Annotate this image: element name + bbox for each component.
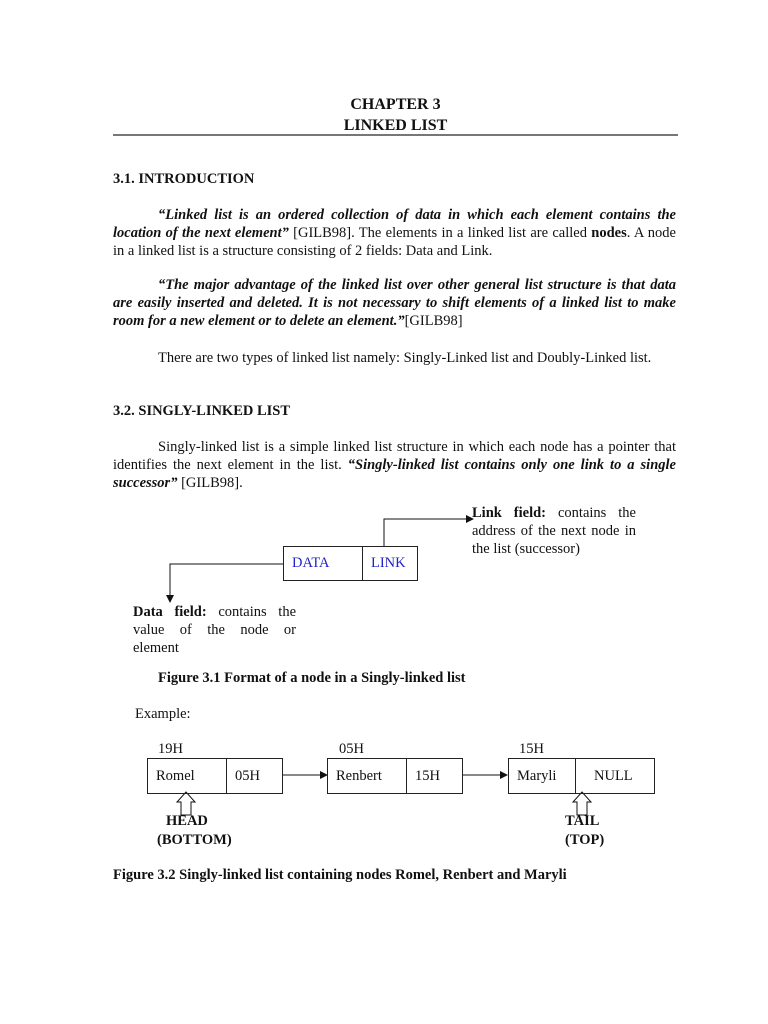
data-field-description [133,603,296,657]
nodes-term: nodes [591,225,627,241]
data-field-desc: contains the value of the node or element [133,604,296,656]
section-heading-singly-linked: 3.2. SINGLY-LINKED LIST [113,403,291,419]
advantage-quote: “The major advantage of the linked list over other general list structure is that data are easily inserted and deleted. It is not necessary to shift elements of a linked list to make room for a new element or to delete an element.” [113,277,676,329]
singly-quote: “Singly-linked list contains only one link to a single successor” [113,457,676,491]
data-field-term: Data field: [133,604,207,620]
chapter-title: LINKED LIST [343,117,448,134]
node-data: Maryli [509,759,576,793]
data-cell: DATA [284,547,363,580]
list-node-maryli [508,758,655,794]
link-field-term: Link field: [472,505,547,521]
chapter-number: CHAPTER 3 [350,96,441,113]
tail-label: TAIL [565,813,600,829]
node-address: 15H [519,741,544,757]
node-link: 15H [415,767,440,784]
node-data: Romel [148,759,227,793]
node-format-box [283,546,418,581]
node-address: 05H [339,741,364,757]
intro-text: [GILB98]. The elements in a linked list are called [288,225,592,241]
link-field-description [472,504,636,558]
singly-citation: [GILB98]. [177,475,243,491]
link-field-desc: contains the address of the next node in the list (successor) [472,505,636,557]
figure-1-caption: Figure 3.1 Format of a node in a Singly-linked list [158,670,466,686]
singly-text: Singly-linked list is a simple linked list structure in which each node has a pointer that identifies the next element in the list. [113,439,676,473]
link-cell: LINK [371,555,406,571]
node-link: NULL [594,767,633,784]
list-node-renbert [327,758,463,794]
example-label: Example: [135,706,191,722]
list-node-romel [147,758,283,794]
node-data: Renbert [328,759,407,793]
definition-quote: “Linked list is an ordered collection of data in which each element contains the location of the next element” [113,207,676,241]
intro-paragraph-3: There are two types of linked list namely: Singly-Linked list and Doubly-Linked list. [158,350,652,366]
node-address: 19H [158,741,183,757]
head-sublabel: (BOTTOM) [157,832,232,848]
tail-sublabel: (TOP) [565,832,605,848]
section-heading-introduction: 3.1. INTRODUCTION [113,171,255,187]
node-link: 05H [235,767,260,784]
intro-text-rest: . A node in a linked list is a structure consisting of 2 fields: Data and Link. [113,225,676,259]
citation: [GILB98] [404,313,463,329]
figure-2-caption: Figure 3.2 Singly-linked list containing nodes Romel, Renbert and Maryli [113,867,567,883]
head-label: HEAD [166,813,208,829]
